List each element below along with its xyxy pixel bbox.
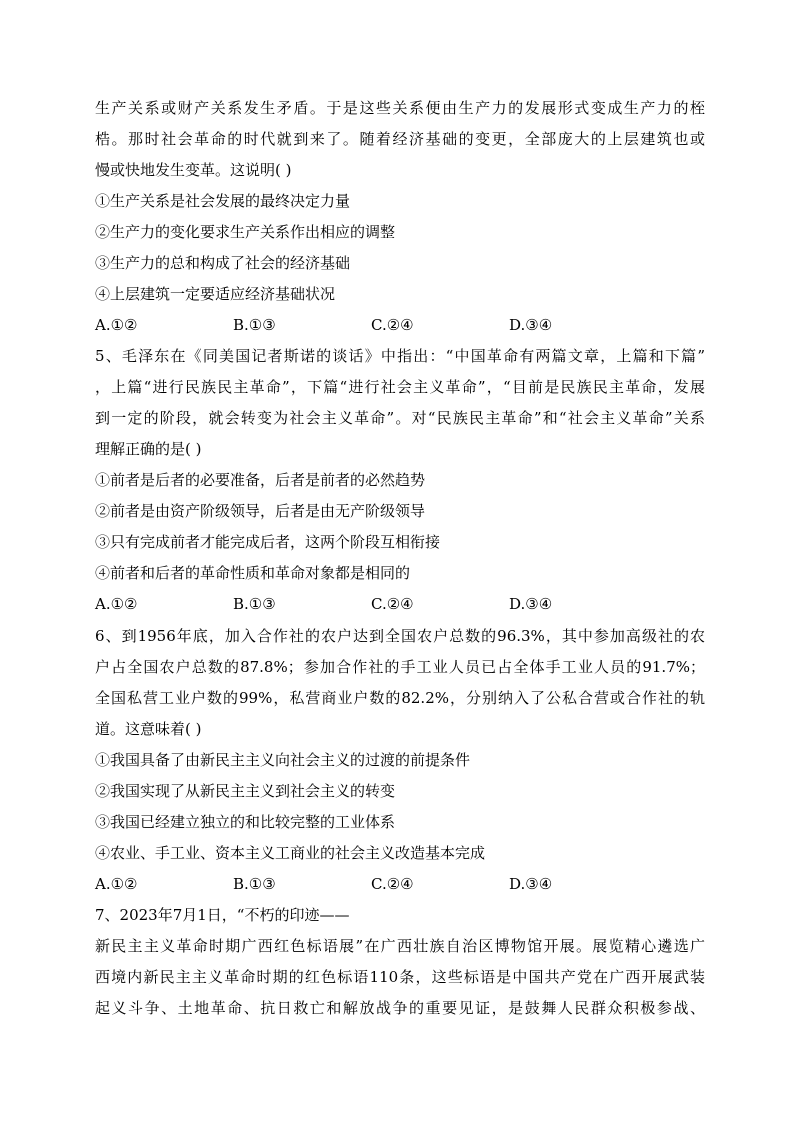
question-7-stem-line: 西境内新民主主义革命时期的红色标语110条，这些标语是中国共产党在广西开展武装 [95, 968, 705, 986]
question-5-stem-line: 理解正确的是( ) [95, 440, 202, 458]
option-c: C.②④ [371, 875, 414, 893]
option-d: D.③④ [509, 875, 553, 893]
question-5-stem-line: 5、毛泽东在《同美国记者斯诺的谈话》中指出：“中国革命有两篇文章，上篇和下篇” [95, 347, 705, 365]
question-6-statement-1: ①我国具备了由新民主主义向社会主义的过渡的前提条件 [95, 751, 471, 769]
option-c: C.②④ [371, 595, 414, 613]
option-c: C.②④ [371, 316, 414, 334]
option-d: D.③④ [509, 316, 553, 334]
question-5-stem-line: 到一定的阶段，就会转变为社会主义革命”。对“民族民主革命”和“社会主义革命”关系 [95, 409, 705, 427]
question-5-statement-4: ④前者和后者的革命性质和革命对象都是相同的 [95, 564, 411, 582]
question-5-statement-3: ③只有完成前者才能完成后者，这两个阶段互相衔接 [95, 533, 441, 551]
question-4-stem-line: 梏。那时社会革命的时代就到来了。随着经济基础的变更，全部庞大的上层建筑也或 [95, 130, 705, 148]
question-4-stem-line: 生产关系或财产关系发生矛盾。于是这些关系便由生产力的发展形式变成生产力的桎 [95, 99, 705, 117]
question-7-stem-line: 7、2023年7月1日，“不朽的印迹—— [95, 906, 350, 924]
option-b: B.①③ [233, 316, 276, 334]
question-4-stem-line: 慢或快地发生变革。这说明( ) [95, 161, 292, 179]
question-7-stem-line: 起义斗争、土地革命、抗日救亡和解放战争的重要见证，是鼓舞人民群众积极参战、 [95, 999, 705, 1017]
question-4-statement-2: ②生产力的变化要求生产关系作出相应的调整 [95, 223, 396, 241]
question-5-statement-2: ②前者是由资产阶级领导，后者是由无产阶级领导 [95, 502, 426, 520]
question-6-stem-line: 全国私营工业户数的99%，私营商业户数的82.2%，分别纳入了公私合营或合作社的轨 [95, 689, 705, 707]
question-6-stem-line: 户占全国农户总数的87.8%；参加合作社的手工业人员已占全体手工业人员的91.7%； [95, 658, 705, 676]
question-6-stem-line: 道。这意味着( ) [95, 720, 202, 738]
question-6-options [95, 869, 705, 899]
question-4-statement-4: ④上层建筑一定要适应经济基础状况 [95, 285, 336, 303]
question-6-statement-2: ②我国实现了从新民主主义到社会主义的转变 [95, 782, 396, 800]
question-5-options [95, 589, 705, 619]
option-a: A.①② [95, 595, 138, 613]
question-7-stem-line: 新民主主义革命时期广西红色标语展”在广西壮族自治区博物馆开展。展览精心遴选广 [95, 937, 705, 955]
option-b: B.①③ [233, 595, 276, 613]
question-5-stem-line: ，上篇“进行民族民主革命”，下篇“进行社会主义革命”，“目前是民族民主革命，发展 [95, 378, 705, 396]
question-6-statement-4: ④农业、手工业、资本主义工商业的社会主义改造基本完成 [95, 844, 486, 862]
question-4-options [95, 310, 705, 340]
option-b: B.①③ [233, 875, 276, 893]
option-d: D.③④ [509, 595, 553, 613]
option-a: A.①② [95, 875, 138, 893]
question-5-statement-1: ①前者是后者的必要准备，后者是前者的必然趋势 [95, 471, 426, 489]
question-6-stem-line: 6、到1956年底，加入合作社的农户达到全国农户总数的96.3%，其中参加高级社的农 [95, 627, 705, 645]
option-a: A.①② [95, 316, 138, 334]
question-6-statement-3: ③我国已经建立独立的和比较完整的工业体系 [95, 813, 396, 831]
question-4-statement-3: ③生产力的总和构成了社会的经济基础 [95, 254, 351, 272]
question-4-statement-1: ①生产关系是社会发展的最终决定力量 [95, 192, 351, 210]
